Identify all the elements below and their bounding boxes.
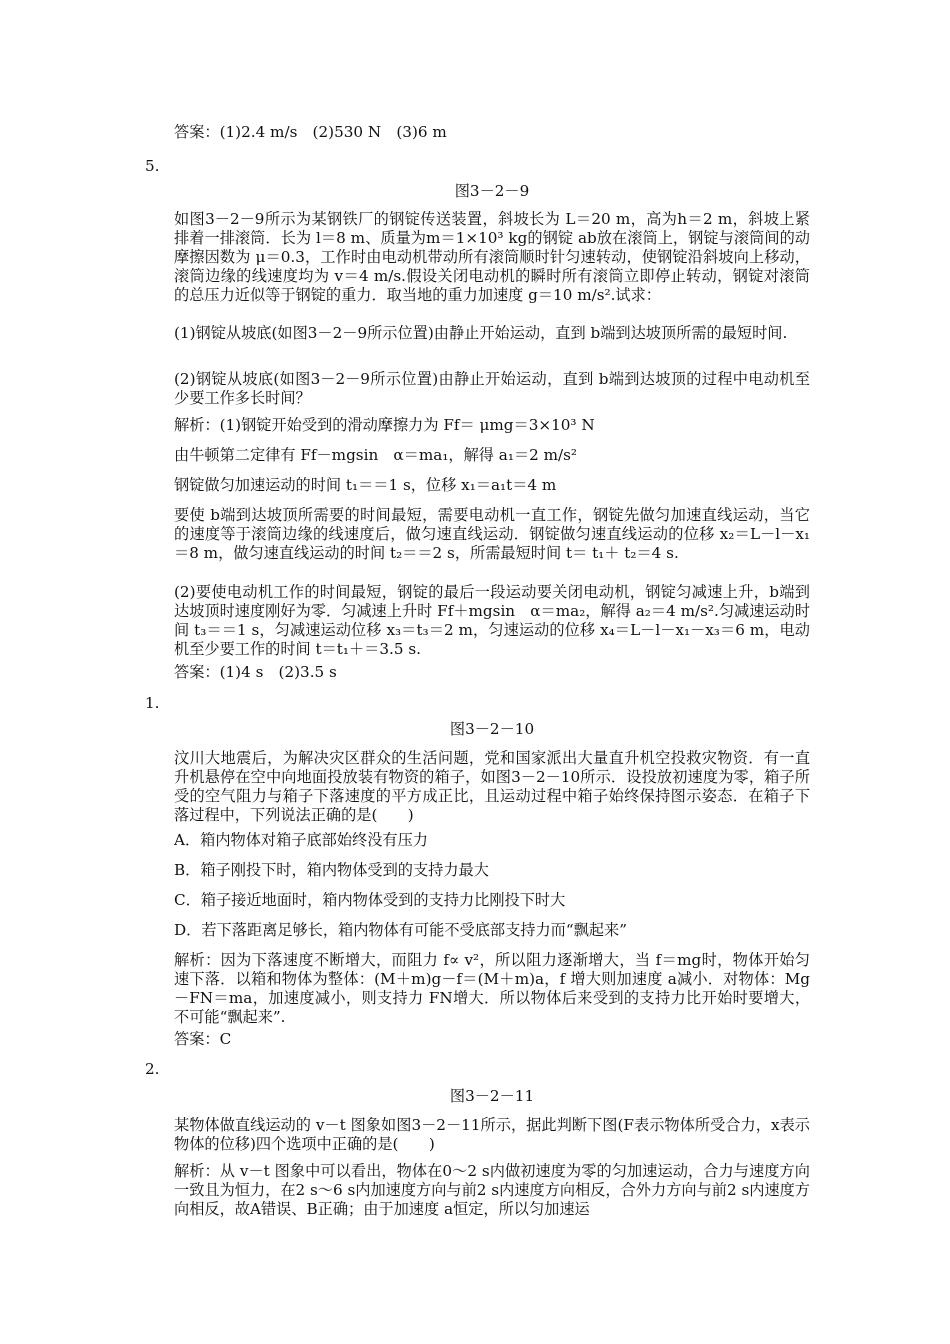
solution-line: 由牛顿第二定律有 Ff－mgsin α＝ma₁，解得 a₁＝2 m/s²: [174, 446, 578, 464]
option-b: B．箱子刚投下时，箱内物体受到的支持力最大: [174, 861, 489, 879]
option-d: D．若下落距离足够长，箱内物体有可能不受底部支持力而“飘起来”: [174, 921, 627, 939]
solution-paragraph: 解析：因为下落速度不断增大，而阻力 f∝ v²，所以阻力逐渐增大，当 f＝mg时，物体开始匀速下落．以箱和物体为整体：(M＋m)g－f＝(M＋m)a，f 增大则加速度 a减小．对物体：Mg－FN＝ma，加速度减小，则支持力 FN增大．所以物体后来受到的支持力比开始时要增大，不可能“飘起来”.: [174, 951, 810, 1026]
solution-line: 钢锭做匀加速运动的时间 t₁＝＝1 s，位移 x₁＝a₁t＝4 m: [174, 476, 557, 494]
figure-caption: 图3－2－11: [449, 1087, 535, 1105]
problem-number: 5.: [145, 157, 160, 175]
problem-stem: 某物体做直线运动的 v－t 图象如图3－2－11所示，据此判断下图(F表示物体所受合力，x表示物体的位移)四个选项中正确的是( ): [174, 1116, 810, 1153]
problem-stem: 如图3－2－9所示为某钢铁厂的钢锭传送装置，斜坡长为 L＝20 m，高为h＝2 m，斜坡上紧排着一排滚筒．长为 l＝8 m、质量为m＝1×10³ kg的钢锭 ab放在滚筒上，钢锭与滚筒间的动摩擦因数为 μ＝0.3，工作时由电动机带动所有滚筒顺时针匀速转动，使钢锭沿斜坡向上移动，滚筒边缘的线速度均为 v＝4 m/s.假设关闭电动机的瞬时所有滚筒立即停止转动，钢锭对滚筒的总压力近似等于钢锭的重力．取当地的重力加速度 g＝10 m/s².试求：: [174, 210, 810, 304]
answer: 答案：(1)4 s (2)3.5 s: [174, 663, 337, 681]
option-a: A．箱内物体对箱子底部始终没有压力: [174, 831, 428, 849]
solution-paragraph: 要使 b端到达坡顶所需要的时间最短，需要电动机一直工作，钢锭先做匀加速直线运动，当它的速度等于滚筒边缘的线速度后，做匀速直线运动．钢锭做匀速直线运动的位移 x₂＝L－l－x₁＝8 m，做匀速直线运动的时间 t₂＝＝2 s，所需最短时间 t＝ t₁＋ t₂＝4 s.: [174, 506, 810, 562]
prev-answer: 答案：(1)2.4 m/s (2)530 N (3)6 m: [174, 123, 447, 141]
problem-stem: 汶川大地震后，为解决灾区群众的生活问题，党和国家派出大量直升机空投救灾物资．有一直升机悬停在空中向地面投放装有物资的箱子，如图3－2－10所示．设投放初速度为零，箱子所受的空气阻力与箱子下落速度的平方成正比，且运动过程中箱子始终保持图示姿态．在箱子下落过程中，下列说法正确的是( ): [174, 749, 810, 824]
solution-paragraph: (2)要使电动机工作的时间最短，钢锭的最后一段运动要关闭电动机，钢锭匀减速上升，b端到达坡顶时速度刚好为零．匀减速上升时 Ff＋mgsin α＝ma₂，解得 a₂＝4 m/s².匀减速运动时间 t₃＝＝1 s，匀减速运动位移 x₃＝t₃＝2 m，匀速运动的位移 x₄＝L－l－x₁－x₃＝6 m，电动机至少要工作的时间 t＝t₁＋＝3.5 s.: [174, 583, 810, 658]
question-2: (2)钢锭从坡底(如图3－2－9所示位置)由静止开始运动，直到 b端到达坡顶的过程中电动机至少要工作多长时间？: [174, 370, 810, 407]
figure-caption: 图3－2－10: [449, 720, 535, 738]
option-c: C．箱子接近地面时，箱内物体受到的支持力比刚投下时大: [174, 891, 566, 909]
answer: 答案：C: [174, 1030, 232, 1048]
question-1: (1)钢锭从坡底(如图3－2－9所示位置)由静止开始运动，直到 b端到达坡顶所需的最短时间.: [174, 324, 788, 342]
problem-number: 2.: [145, 1060, 160, 1078]
solution-line: 解析：(1)钢锭开始受到的滑动摩擦力为 Ff＝ μmg＝3×10³ N: [174, 416, 595, 434]
figure-caption: 图3－2－9: [454, 182, 530, 200]
problem-number: 1.: [145, 694, 160, 712]
solution-paragraph: 解析：从 v－t 图象中可以看出，物体在0～2 s内做初速度为零的匀加速运动，合力与速度方向一致且为恒力，在2 s～6 s内加速度方向与前2 s内速度方向相反，合外力方向与前2 s内速度方向相反，故A错误、B正确；由于加速度 a恒定，所以匀加速运: [174, 1162, 810, 1218]
